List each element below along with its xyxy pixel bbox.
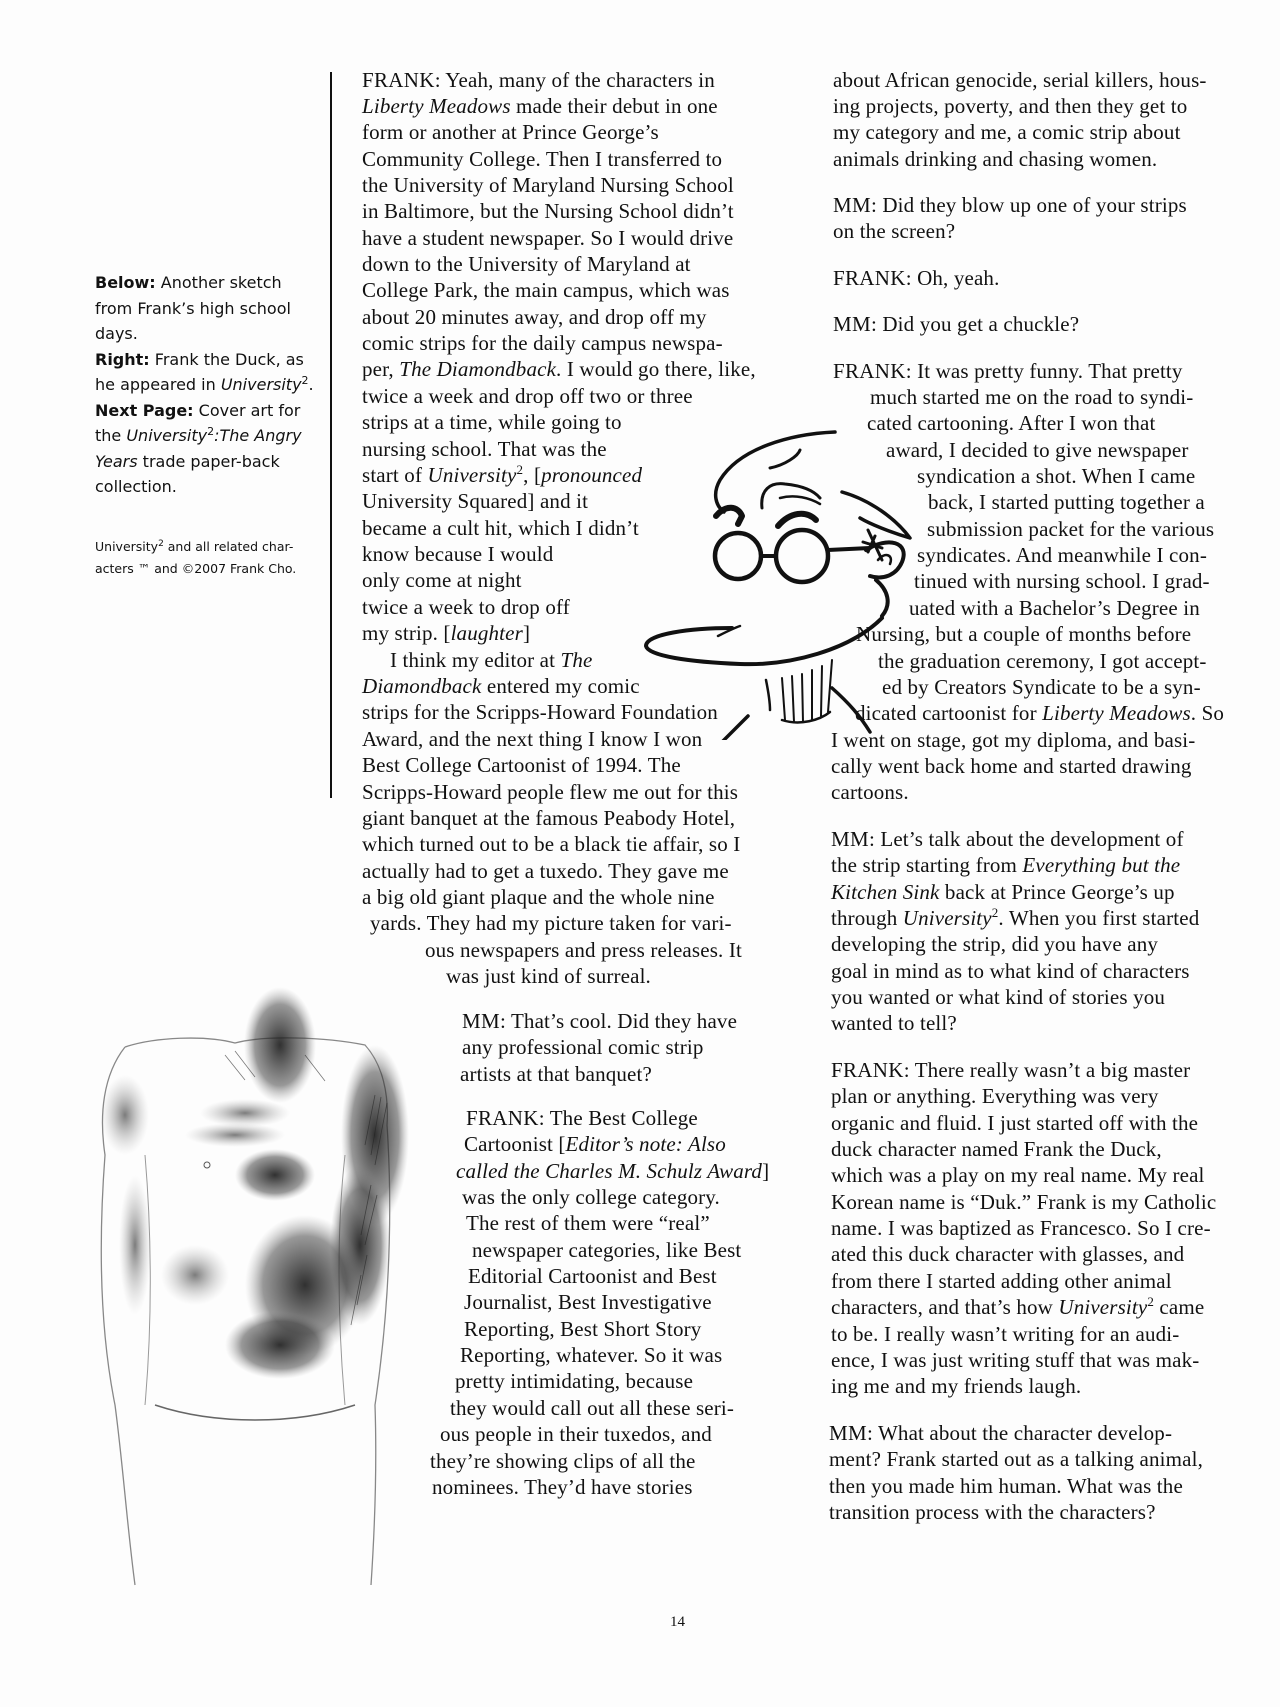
text-run: Award, and the next thing I know I won xyxy=(362,727,703,751)
text-line xyxy=(831,904,1199,932)
text-run: tinued with nursing school. I grad- xyxy=(914,569,1210,593)
text-run: nominees. They’d have stories xyxy=(432,1475,693,1499)
text-run: : There really wasn’t a big master xyxy=(903,1058,1191,1082)
text-line xyxy=(430,1447,696,1475)
speaker-label: FRANK xyxy=(833,266,906,290)
text-line xyxy=(831,983,1165,1011)
text-run: ment? Frank started out as a talking animal, xyxy=(829,1447,1203,1471)
text-run: about African genocide, serial killers, hous- xyxy=(833,68,1207,92)
text-line xyxy=(833,217,955,245)
text-line xyxy=(362,487,588,515)
italic-title: pronounced xyxy=(541,463,643,487)
text-run: Scripps-Howard people flew me out for this xyxy=(362,780,739,804)
text-run: Editorial Cartoonist and Best xyxy=(468,1264,717,1288)
text-line xyxy=(829,1419,1172,1447)
text-line xyxy=(425,936,742,964)
text-line xyxy=(362,461,642,489)
text-line xyxy=(833,118,1181,146)
text-line xyxy=(362,804,735,832)
text-line xyxy=(831,930,1158,958)
text-line xyxy=(831,1214,1211,1242)
text-run: : It was pretty funny. That pretty xyxy=(905,359,1183,383)
text-line xyxy=(831,1109,1198,1137)
text-line xyxy=(833,357,1183,385)
text-line xyxy=(831,1267,1172,1295)
text-run: ence, I was just writing stuff that was mak- xyxy=(831,1348,1200,1372)
text-line xyxy=(831,752,1192,780)
text-run: uated with a Bachelor’s Degree in xyxy=(909,596,1200,620)
text-run: Reporting, Best Short Story xyxy=(464,1317,702,1341)
text-run: from there I started adding other animal xyxy=(831,1269,1172,1293)
copyright-text: University xyxy=(95,539,159,554)
text-line xyxy=(833,310,1079,338)
text-run: ed by Creators Syndicate to be a syn- xyxy=(882,675,1201,699)
text-line xyxy=(464,1288,712,1316)
text-line xyxy=(867,409,1156,437)
text-line xyxy=(362,540,553,568)
text-run: giant banquet at the famous Peabody Hotel, xyxy=(362,806,736,830)
text-run: which was a play on my real name. My real xyxy=(831,1163,1205,1187)
text-line xyxy=(831,778,909,806)
vertical-rule-divider xyxy=(330,72,332,798)
text-run: Community College. Then I transferred to xyxy=(362,147,723,171)
text-run: the graduation ceremony, I got accept- xyxy=(878,649,1207,673)
text-line xyxy=(362,118,659,146)
text-run: University Squared] and it xyxy=(362,489,589,513)
text-run: was the only college category. xyxy=(462,1185,720,1209)
superscript: 2 xyxy=(991,905,999,920)
text-run: made their debut in one xyxy=(510,94,718,118)
italic-title: laughter xyxy=(450,621,523,645)
speaker-label: FRANK xyxy=(466,1106,539,1130)
italic-title: The Diamondback xyxy=(399,357,557,381)
italic-title: Kitchen Sink xyxy=(831,880,940,904)
text-line xyxy=(362,197,734,225)
text-line xyxy=(831,957,1190,985)
text-run: entered my comic xyxy=(481,674,640,698)
text-run: cartoons. xyxy=(831,780,909,804)
text-run: newspaper categories, like Best xyxy=(472,1238,742,1262)
text-run: I think my editor at xyxy=(390,648,561,672)
italic-title: University xyxy=(1058,1295,1148,1319)
text-run: know because I would xyxy=(362,542,554,566)
text-line xyxy=(829,1445,1203,1473)
text-line xyxy=(362,566,522,594)
italic-title: The xyxy=(560,648,593,672)
text-run: ] xyxy=(522,621,531,645)
text-line xyxy=(362,619,530,647)
text-run: came xyxy=(1154,1295,1205,1319)
text-run: only come at night xyxy=(362,568,522,592)
text-run: : Let’s talk about the development of xyxy=(868,827,1184,851)
text-line xyxy=(831,1320,1179,1348)
text-line xyxy=(886,436,1188,464)
text-run: Nursing, but a couple of months before xyxy=(856,622,1192,646)
copyright-superscript: 2 xyxy=(158,539,164,549)
text-line xyxy=(362,857,729,885)
text-line xyxy=(833,264,999,292)
text-run: about 20 minutes away, and drop off my xyxy=(362,305,707,329)
text-line xyxy=(362,830,740,858)
caption-text-next-2: trade paper-back collection. xyxy=(95,451,280,496)
text-line xyxy=(917,462,1195,490)
text-line xyxy=(831,1161,1205,1189)
text-run: ing projects, poverty, and then they get to xyxy=(833,94,1188,118)
text-line xyxy=(831,851,1180,879)
text-line xyxy=(882,673,1201,701)
text-line xyxy=(831,1056,1190,1084)
text-run: I went on stage, got my diploma, and basi- xyxy=(831,728,1196,752)
page-number: 14 xyxy=(670,1614,685,1630)
text-run: : That’s cool. Did they have xyxy=(499,1009,738,1033)
text-run: my category and me, a comic strip about xyxy=(833,120,1181,144)
text-run: have a student newspaper. So I would drive xyxy=(362,226,734,250)
italic-title: Editor’s note: Also xyxy=(565,1132,726,1156)
text-line xyxy=(362,66,715,94)
speaker-label: FRANK xyxy=(831,1058,904,1082)
text-line xyxy=(362,778,738,806)
text-run: twice a week and drop off two or three xyxy=(362,384,693,408)
text-line xyxy=(833,92,1187,120)
text-run: nursing school. That was the xyxy=(362,437,607,461)
caption-text-below: Another sketch from Frank’s high school days. xyxy=(95,273,291,343)
text-run: strips for the Scripps-Howard Foundation xyxy=(362,700,718,724)
text-line xyxy=(831,1372,1081,1400)
text-line xyxy=(370,909,732,937)
text-run: cated cartooning. After I won that xyxy=(867,411,1156,435)
text-line xyxy=(362,303,707,331)
text-run: . So xyxy=(1190,701,1225,725)
text-run: through xyxy=(831,906,903,930)
text-run: then you made him human. What was the xyxy=(829,1474,1183,1498)
text-line xyxy=(831,1188,1216,1216)
text-line xyxy=(362,92,718,120)
text-run: transition process with the characters? xyxy=(829,1500,1156,1524)
text-line xyxy=(831,825,1184,853)
text-line xyxy=(362,698,718,726)
text-run: artists at that banquet? xyxy=(460,1062,652,1086)
text-run: was just kind of surreal. xyxy=(446,964,651,988)
text-line xyxy=(829,1472,1183,1500)
italic-title: called the Charles M. Schulz Award xyxy=(456,1159,763,1183)
text-run: plan or anything. Everything was very xyxy=(831,1084,1159,1108)
text-run: organic and fluid. I just started off with the xyxy=(831,1111,1199,1135)
text-run: syndication a shot. When I came xyxy=(917,464,1196,488)
text-line xyxy=(362,171,734,199)
text-run: goal in mind as to what kind of characters xyxy=(831,959,1190,983)
text-line xyxy=(831,1082,1158,1110)
text-run: : Yeah, many of the characters in xyxy=(434,68,715,92)
italic-title: Liberty Meadows xyxy=(362,94,511,118)
caption-label-next-page: Next Page: xyxy=(95,400,194,420)
text-line xyxy=(878,647,1207,675)
text-run: : Did they blow up one of your strips xyxy=(870,193,1187,217)
text-run: syndicates. And meanwhile I con- xyxy=(917,543,1207,567)
text-line xyxy=(432,1473,693,1501)
text-line xyxy=(472,1236,741,1264)
text-line xyxy=(446,962,651,990)
text-run: animals drinking and chasing women. xyxy=(833,147,1158,171)
italic-title: Liberty Meadows xyxy=(1042,701,1191,725)
text-line xyxy=(362,408,622,436)
text-run: actually had to get a tuxedo. They gave me xyxy=(362,859,729,883)
caption-punct: . xyxy=(308,375,314,394)
text-run: comic strips for the daily campus newspa- xyxy=(362,331,723,355)
text-run: per, xyxy=(362,357,400,381)
text-line xyxy=(440,1420,712,1448)
text-run: you wanted or what kind of stories you xyxy=(831,985,1166,1009)
text-run: much started me on the road to syndi- xyxy=(870,385,1194,409)
text-line xyxy=(856,620,1191,648)
copyright-text-2: and all related char-acters ™ and ©2007 Frank Cho. xyxy=(95,539,297,576)
text-run: any professional comic strip xyxy=(462,1035,704,1059)
text-run: , [ xyxy=(523,463,542,487)
text-run: The rest of them were “real” xyxy=(466,1211,710,1235)
copyright-notice xyxy=(95,536,320,580)
italic-title: Diamondback xyxy=(362,674,482,698)
text-line xyxy=(466,1104,698,1132)
text-line xyxy=(462,1007,737,1035)
text-run: form or another at Prince George’s xyxy=(362,120,659,144)
text-line xyxy=(362,672,640,700)
italic-title: Everything but the xyxy=(1022,853,1181,877)
text-run: ous people in their tuxedos, and xyxy=(440,1422,712,1446)
text-run: award, I decided to give newspaper xyxy=(886,438,1189,462)
caption-title-angry-years: :The Angry Years xyxy=(95,426,302,471)
text-run: Best College Cartoonist of 1994. The xyxy=(362,753,681,777)
speaker-label: MM xyxy=(831,827,869,851)
text-run: start of xyxy=(362,463,428,487)
text-line xyxy=(362,145,722,173)
text-run: my strip. [ xyxy=(362,621,451,645)
text-line xyxy=(456,1157,769,1185)
text-run: : Did you get a chuckle? xyxy=(870,312,1080,336)
text-run: ing me and my friends laugh. xyxy=(831,1374,1082,1398)
text-run: : What about the character develop- xyxy=(866,1421,1173,1445)
speaker-label: FRANK xyxy=(833,359,906,383)
text-run: twice a week to drop off xyxy=(362,595,570,619)
text-line xyxy=(831,1240,1184,1268)
text-line xyxy=(833,191,1187,219)
text-line xyxy=(455,1367,693,1395)
text-line xyxy=(464,1130,726,1158)
text-line xyxy=(831,1009,957,1037)
speaker-label: FRANK xyxy=(362,68,435,92)
text-line xyxy=(390,646,593,674)
text-run: Journalist, Best Investigative xyxy=(464,1290,712,1314)
text-line xyxy=(831,1293,1204,1321)
text-line xyxy=(829,1498,1156,1526)
text-run: ated this duck character with glasses, and xyxy=(831,1242,1185,1266)
italic-title: University xyxy=(427,463,517,487)
text-line xyxy=(833,66,1207,94)
text-run: . I would go there, like, xyxy=(556,357,756,381)
speaker-label: MM xyxy=(462,1009,500,1033)
text-run: : The Best College xyxy=(538,1106,698,1130)
text-run: College Park, the main campus, which was xyxy=(362,278,730,302)
text-run: pretty intimidating, because xyxy=(455,1369,694,1393)
text-run: duck character named Frank the Duck, xyxy=(831,1137,1162,1161)
text-line xyxy=(831,878,1175,906)
text-line xyxy=(831,726,1195,754)
text-run: they’re showing clips of all the xyxy=(430,1449,696,1473)
text-line xyxy=(362,329,723,357)
text-line xyxy=(460,1341,722,1369)
text-line xyxy=(831,1135,1162,1163)
text-line xyxy=(909,594,1200,622)
text-run: Korean name is “Duk.” Frank is my Catholic xyxy=(831,1190,1217,1214)
text-line xyxy=(928,488,1205,516)
text-run: developing the strip, did you have any xyxy=(831,932,1159,956)
text-line xyxy=(464,1315,701,1343)
caption-text-next: Cover art for the xyxy=(95,400,301,445)
superscript: 2 xyxy=(1147,1294,1155,1309)
text-run: Cartoonist [ xyxy=(464,1132,566,1156)
italic-title: University xyxy=(902,906,992,930)
text-run: back, I started putting together a xyxy=(928,490,1205,514)
torso-sketch-illustration xyxy=(75,985,435,1625)
text-run: cally went back home and started drawing xyxy=(831,754,1192,778)
text-run: name. I was baptized as Francesco. So I cre- xyxy=(831,1216,1211,1240)
text-line xyxy=(462,1183,720,1211)
caption-title-university-2: University xyxy=(126,426,208,445)
caption-label-below: Below: xyxy=(95,273,156,292)
text-line xyxy=(362,250,691,278)
text-run: on the screen? xyxy=(833,219,956,243)
text-line xyxy=(362,514,639,542)
text-run: dicated cartoonist for xyxy=(855,701,1043,725)
image-caption xyxy=(95,270,320,500)
text-run: Reporting, whatever. So it was xyxy=(460,1343,723,1367)
text-line xyxy=(468,1262,717,1290)
text-line xyxy=(362,883,715,911)
text-run: : Oh, yeah. xyxy=(905,266,1000,290)
text-line xyxy=(362,593,570,621)
text-line xyxy=(833,145,1157,173)
speaker-label: MM xyxy=(833,193,871,217)
speaker-label: MM xyxy=(833,312,871,336)
caption-title-university: University xyxy=(220,375,302,394)
text-line xyxy=(855,699,1224,727)
speaker-label: MM xyxy=(829,1421,867,1445)
text-line xyxy=(450,1394,734,1422)
caption-text-right: Frank the Duck, as he appeared in xyxy=(95,349,304,394)
text-run: wanted to tell? xyxy=(831,1011,957,1035)
text-line xyxy=(870,383,1193,411)
text-line xyxy=(362,435,607,463)
text-run: to be. I really wasn’t writing for an audi- xyxy=(831,1322,1180,1346)
caption-superscript-2: 2 xyxy=(207,425,215,438)
text-run: in Baltimore, but the Nursing School didn’t xyxy=(362,199,734,223)
caption-superscript: 2 xyxy=(301,374,309,387)
text-line xyxy=(917,541,1207,569)
superscript: 2 xyxy=(516,462,524,477)
text-run: . When you first started xyxy=(998,906,1200,930)
text-run: became a cult hit, which I didn’t xyxy=(362,516,639,540)
text-line xyxy=(362,751,681,779)
text-run: they would call out all these seri- xyxy=(450,1396,735,1420)
text-line xyxy=(831,1346,1199,1374)
text-line xyxy=(362,276,730,304)
text-line xyxy=(462,1033,704,1061)
text-run: strips at a time, while going to xyxy=(362,410,622,434)
text-run: ous newspapers and press releases. It xyxy=(425,938,742,962)
text-line xyxy=(466,1209,710,1237)
text-line xyxy=(927,515,1214,543)
text-run: characters, and that’s how xyxy=(831,1295,1059,1319)
text-run: the University of Maryland Nursing School xyxy=(362,173,734,197)
text-run: a big old giant plaque and the whole nine xyxy=(362,885,715,909)
text-run: back at Prince George’s up xyxy=(939,880,1175,904)
text-line xyxy=(362,725,702,753)
text-line xyxy=(362,382,693,410)
caption-label-right: Right: xyxy=(95,349,150,369)
text-line xyxy=(362,355,756,383)
text-run: which turned out to be a black tie affair, so I xyxy=(362,832,741,856)
text-run: the strip starting from xyxy=(831,853,1023,877)
text-run: down to the University of Maryland at xyxy=(362,252,691,276)
text-line xyxy=(460,1060,652,1088)
text-run: ] xyxy=(762,1159,770,1183)
text-line xyxy=(362,224,733,252)
text-run: yards. They had my picture taken for vari- xyxy=(370,911,732,935)
text-run: submission packet for the various xyxy=(927,517,1215,541)
text-line xyxy=(914,567,1210,595)
